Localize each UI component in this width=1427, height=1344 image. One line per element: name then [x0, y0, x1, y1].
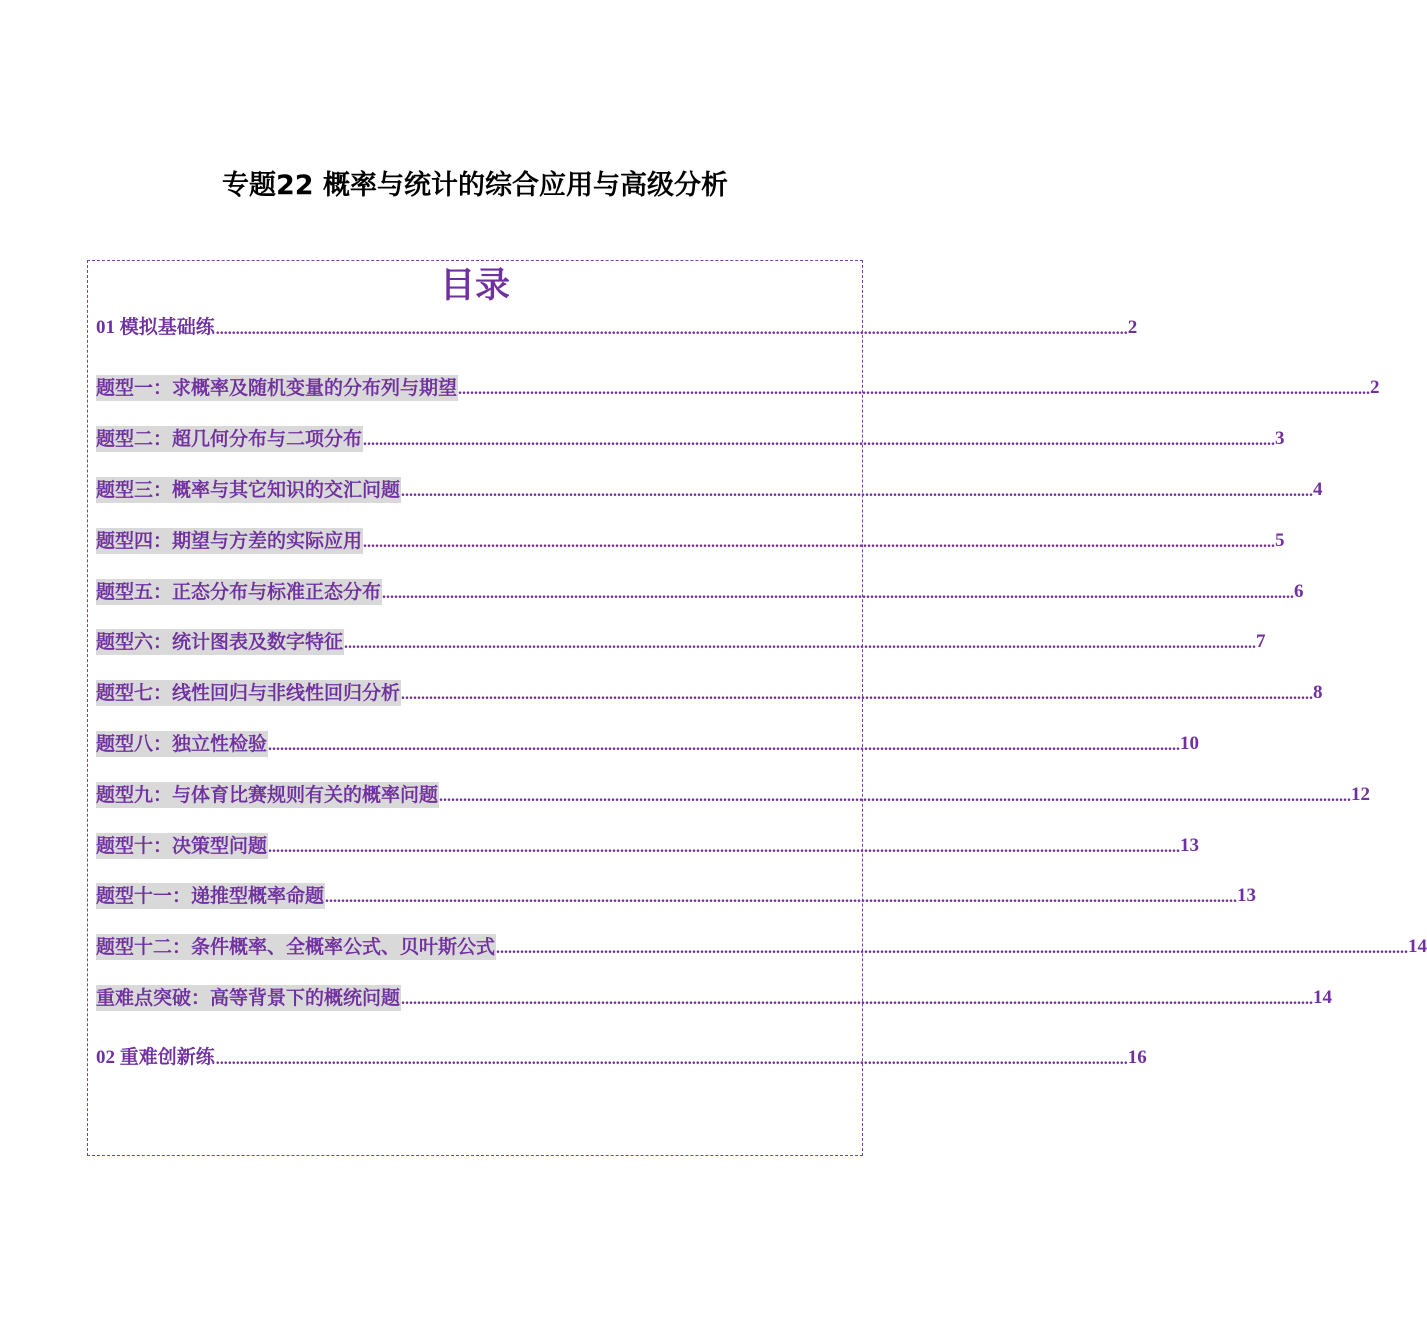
toc-entry-simulation-basics[interactable] — [96, 315, 1138, 341]
toc-page-number: 13 — [1237, 885, 1257, 906]
toc-entry-label: 题型六：统计图表及数字特征 — [96, 631, 344, 653]
toc-page-number: 12 — [1351, 784, 1371, 805]
toc-dot-leader: .................................................................................................................................................................................................................................... — [363, 432, 1276, 449]
toc-page-number: 2 — [1127, 317, 1138, 338]
toc-dot-leader: .................................................................................................................................................................................................................................... — [215, 1051, 1128, 1068]
toc-entry-label: 重难点突破：高等背景下的概统问题 — [96, 987, 401, 1009]
toc-entry-type-4[interactable] — [96, 528, 1285, 554]
toc-page-number: 4 — [1313, 479, 1323, 500]
toc-entry-label: 题型八：独立性检验 — [96, 733, 268, 755]
toc-page-number: 6 — [1294, 581, 1304, 602]
toc-page-number: 8 — [1313, 682, 1323, 703]
toc-entry-label: 题型一：求概率及随机变量的分布列与期望 — [96, 377, 458, 399]
toc-page-number: 10 — [1180, 733, 1200, 754]
document-title: 专题22 概率与统计的综合应用与高级分析 — [222, 170, 728, 201]
toc-dot-leader: .................................................................................................................................................................................................................................... — [401, 991, 1314, 1008]
toc-entry-label: 题型五：正态分布与标准正态分布 — [96, 581, 382, 603]
toc-entry-type-6[interactable] — [96, 629, 1266, 655]
toc-entry-type-10[interactable] — [96, 833, 1200, 859]
toc-entry-breakthrough[interactable] — [96, 985, 1333, 1011]
toc-dot-leader: .................................................................................................................................................................................................................................... — [325, 889, 1238, 906]
toc-entry-type-11[interactable] — [96, 883, 1257, 909]
toc-dot-leader: .................................................................................................................................................................................................................................... — [363, 534, 1276, 551]
toc-dot-leader: .................................................................................................................................................................................................................................... — [268, 839, 1181, 856]
toc-dot-leader: .................................................................................................................................................................................................................................... — [344, 635, 1257, 652]
toc-page-number: 7 — [1256, 631, 1266, 652]
toc-entry-innovation-practice[interactable] — [96, 1045, 1147, 1071]
toc-entry-type-7[interactable] — [96, 680, 1323, 706]
toc-entry-label: 题型二：超几何分布与二项分布 — [96, 428, 363, 450]
toc-entry-type-8[interactable] — [96, 731, 1200, 757]
toc-entry-label: 01 模拟基础练 — [96, 317, 215, 338]
toc-dot-leader: .................................................................................................................................................................................................................................... — [458, 381, 1371, 398]
toc-entry-type-5[interactable] — [96, 579, 1304, 605]
toc-entry-label: 题型四：期望与方差的实际应用 — [96, 530, 363, 552]
toc-dot-leader: .................................................................................................................................................................................................................................... — [382, 585, 1295, 602]
toc-entry-label: 题型九：与体育比赛规则有关的概率问题 — [96, 784, 439, 806]
toc-page-number: 5 — [1275, 530, 1285, 551]
toc-entry-label: 题型七：线性回归与非线性回归分析 — [96, 682, 401, 704]
toc-entry-label: 题型三：概率与其它知识的交汇问题 — [96, 479, 401, 501]
toc-dot-leader: .................................................................................................................................................................................................................................... — [439, 788, 1352, 805]
toc-dot-leader: .................................................................................................................................................................................................................................... — [401, 686, 1314, 703]
toc-page-number: 14 — [1408, 936, 1427, 957]
toc-page-number: 3 — [1275, 428, 1285, 449]
toc-entry-type-12[interactable] — [96, 934, 1427, 960]
toc-entry-label: 题型十：决策型问题 — [96, 835, 268, 857]
toc-entry-label: 题型十一：递推型概率命题 — [96, 885, 325, 907]
toc-entry-type-1[interactable] — [96, 375, 1380, 401]
toc-dot-leader: .................................................................................................................................................................................................................................... — [401, 483, 1314, 500]
toc-page-number: 13 — [1180, 835, 1200, 856]
toc-dot-leader: .................................................................................................................................................................................................................................... — [496, 940, 1409, 957]
toc-dot-leader: .................................................................................................................................................................................................................................... — [215, 321, 1128, 338]
toc-page-number: 14 — [1313, 987, 1333, 1008]
toc-entry-label: 题型十二：条件概率、全概率公式、贝叶斯公式 — [96, 936, 496, 958]
toc-dot-leader: .................................................................................................................................................................................................................................... — [268, 737, 1181, 754]
toc-entry-type-3[interactable] — [96, 477, 1323, 503]
toc-page-number: 2 — [1370, 377, 1380, 398]
toc-heading: 目录 — [439, 266, 510, 306]
toc-entry-type-9[interactable] — [96, 782, 1371, 808]
toc-entry-label: 02 重难创新练 — [96, 1047, 215, 1068]
toc-entry-type-2[interactable] — [96, 426, 1285, 452]
toc-page-number: 16 — [1127, 1047, 1147, 1068]
